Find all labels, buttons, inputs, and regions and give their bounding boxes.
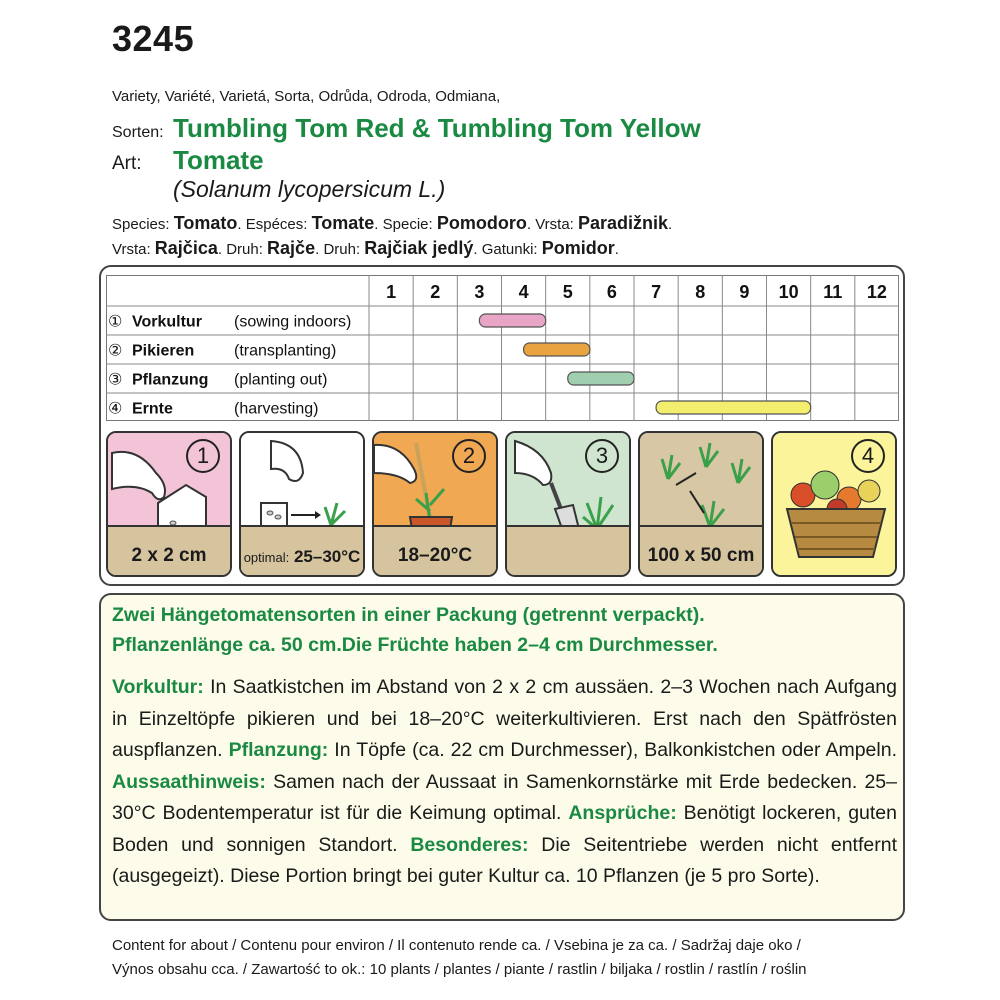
stage-number: ④ — [108, 398, 123, 418]
step-label: 18–20°C — [397, 545, 473, 566]
species-translations-line-2: Vrsta: Rajčica. Druh: Rajče. Druh: Rajčiak jedlý. Gatunki: Pomidor. — [112, 238, 619, 258]
step-label — [241, 547, 363, 567]
species-label: Espéces: — [245, 216, 308, 233]
stage-name: Pflanzung — [132, 371, 209, 389]
species-translations-line-1: Species: Tomato. Espéces: Tomate. Specie: Pomodoro. Vrsta: Paradižnik. — [112, 213, 673, 233]
stage-number: ① — [108, 311, 123, 331]
species-value: Paradižnik — [578, 213, 669, 233]
stage-name: Pikieren — [132, 342, 195, 360]
step-label-value: 25–30°C — [293, 547, 361, 566]
step-label: 2 x 2 cm — [131, 545, 207, 566]
month-label: 11 — [823, 282, 843, 302]
variety-name: Tumbling Tom Red & Tumbling Tom Yellow — [173, 113, 701, 143]
species-value: Rajčica — [154, 238, 218, 258]
cabbage-shape — [811, 471, 839, 499]
step-number: 4 — [851, 439, 885, 473]
species-value: Rajče — [267, 238, 316, 258]
step-panel-planting-out — [505, 431, 631, 577]
step-label-prefix: optimal: — [243, 550, 290, 565]
pepper-shape — [858, 480, 880, 502]
instructions-text — [112, 672, 897, 893]
species-name: Tomate — [173, 145, 264, 175]
species-label: Druh: — [226, 241, 263, 258]
species-label: Vrsta: — [112, 241, 151, 258]
aussaathinweis-heading: Aussaathinweis: — [112, 770, 266, 793]
stage-description: (harvesting) — [234, 400, 319, 418]
step-panel-harvest — [771, 431, 897, 577]
step-panel-spacing — [638, 431, 764, 577]
month-label: 1 — [386, 282, 397, 302]
step-panel-transplanting — [372, 431, 498, 577]
panel-ground — [507, 525, 629, 575]
stage-name: Vorkultur — [132, 313, 202, 331]
aussaathinweis-text: Samen nach der Aussaat in Samenkornstärke mit Erde bedecken. 25–30°C Bodentemperatur ist für die Keimung optimal. — [112, 770, 897, 824]
content-line-1: Content for about / Contenu pour environ / Il contenuto rende ca. / Vsebina je za ca. / Sadržaj daje oko / — [112, 937, 801, 954]
ansprueche-text: Benötigt lockeren, guten Boden und sonnigen Standort. — [112, 802, 897, 856]
stage-description: (planting out) — [234, 371, 328, 389]
art-label: Art: — [112, 153, 142, 174]
month-label: 3 — [474, 282, 485, 302]
month-label: 2 — [430, 282, 441, 302]
vorkultur-text: In Saatkistchen im Abstand von 2 x 2 cm aussäen. 2–3 Wochen nach Aufgang in Einzeltöpfe pikieren und bei 18–20°C weiterkultivieren. Erst nach den Spätfrösten auspflanzen. — [112, 676, 897, 761]
species-label: Druh: — [323, 241, 361, 258]
vorkultur-heading: Vorkultur: — [112, 676, 204, 698]
stage-period-bar — [524, 343, 590, 356]
content-line-2: Výnos obsahu cca. / Zawartość to ok.: 10 plants / plantes / piante / rastlin / biljaka / rostlin / rastlín / roślin — [112, 961, 807, 978]
month-label: 4 — [518, 282, 529, 302]
month-label: 5 — [562, 282, 573, 302]
step-number: 1 — [186, 439, 220, 473]
step-number: 2 — [452, 439, 486, 473]
species-value: Tomato — [173, 213, 238, 233]
sowing-calendar — [106, 275, 899, 421]
month-label: 7 — [651, 282, 662, 302]
month-label: 9 — [739, 282, 750, 302]
besonderes-heading: Besonderes: — [410, 833, 529, 856]
step-panel-sowing — [106, 431, 232, 577]
variety-line: Variety, Variété, Varietá, Sorta, Odrůda, Odroda, Odmiana, — [112, 88, 501, 105]
step-number: 3 — [585, 439, 619, 473]
intro-line-1: Zwei Hängetomatensorten in einer Packung (getrennt verpackt). — [112, 604, 705, 626]
step-label: 100 x 50 cm — [647, 545, 755, 566]
besonderes-text: Die Seitentriebe werden nicht entfernt (ausgegeizt). Diese Portion bringt bei guter Kultur ca. 10 Pflanzen (je 5 pro Sorte). — [112, 833, 897, 887]
stage-description: (transplanting) — [234, 342, 337, 360]
seed-shape — [267, 511, 273, 515]
product-code: 3245 — [112, 18, 195, 59]
stage-number: ② — [108, 340, 123, 360]
seed-shape — [275, 515, 281, 519]
stage-description: (sowing indoors) — [234, 313, 352, 331]
pflanzung-heading: Pflanzung: — [228, 739, 329, 761]
stage-name: Ernte — [132, 400, 173, 418]
intro-text — [112, 600, 892, 660]
species-value: Rajčiak jedlý — [364, 238, 474, 258]
stage-period-bar — [656, 401, 811, 414]
species-value: Pomodoro — [436, 213, 527, 233]
month-label: 8 — [695, 282, 706, 302]
ansprueche-heading: Ansprüche: — [568, 802, 677, 824]
species-value: Pomidor — [541, 238, 615, 258]
sorten-label: Sorten: — [112, 124, 164, 141]
species-label: Species: — [112, 216, 170, 233]
species-label: Vrsta: — [535, 216, 574, 233]
month-label: 12 — [866, 282, 887, 302]
stage-number: ③ — [108, 369, 123, 389]
step-panel-germination — [239, 431, 365, 577]
species-label: Specie: — [382, 216, 433, 233]
stage-period-bar — [479, 314, 545, 327]
month-label: 6 — [606, 282, 617, 302]
pflanzung-text: In Töpfe (ca. 22 cm Durchmesser), Balkonkistchen oder Ampeln. — [328, 739, 897, 761]
intro-line-2: Pflanzenlänge ca. 50 cm.Die Früchte haben 2–4 cm Durchmesser. — [112, 634, 718, 656]
latin-name: (Solanum lycopersicum L.) — [173, 176, 446, 202]
stage-period-bar — [568, 372, 634, 385]
month-label: 10 — [778, 282, 799, 302]
species-label: Gatunki: — [481, 241, 538, 258]
species-value: Tomate — [311, 213, 375, 233]
